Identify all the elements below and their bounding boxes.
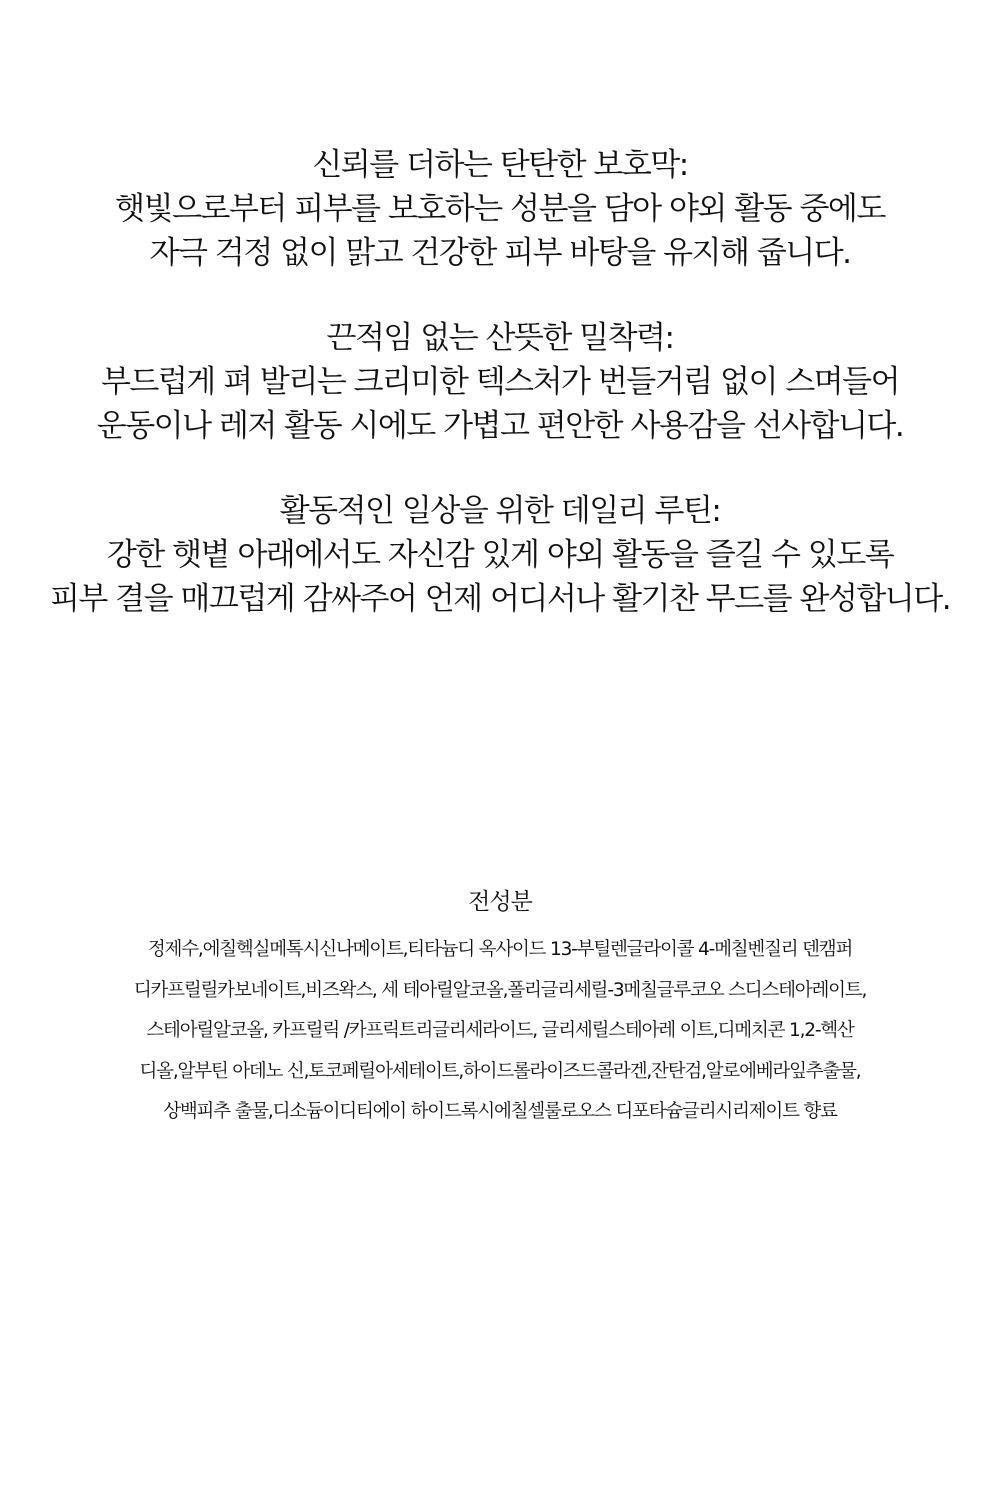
ingredients-section (0, 882, 1000, 1133)
feature-description-line: 강한 햇볕 아래에서도 자신감 있게 야외 활동을 즐길 수 있도록 (106, 537, 894, 573)
feature-title: 활동적인 일상을 위한 데일리 루틴: (279, 493, 721, 529)
feature-description-line: 햇빛으로부터 피부를 보호하는 성분을 담아 야외 활동 중에도 (115, 191, 885, 227)
feature-title: 신뢰를 더하는 탄탄한 보호막: (312, 147, 688, 183)
feature-daily-routine (0, 489, 1000, 621)
feature-section (0, 143, 1000, 662)
feature-description-line: 자극 걱정 없이 맑고 건강한 피부 바탕을 유지해 줍니다. (149, 235, 851, 271)
ingredients-line: 스테아릴알코올, 카프릴릭 /카프릭트리글리세라이드, 글리세릴스테아레 이트,디메치콘 1,2-헥산 (146, 1020, 854, 1041)
feature-description-line: 운동이나 레저 활동 시에도 가볍고 편안한 사용감을 선사합니다. (96, 408, 904, 444)
feature-texture (0, 316, 1000, 448)
feature-title: 끈적임 없는 산뜻한 밀착력: (326, 320, 674, 356)
feature-description-line: 피부 결을 매끄럽게 감싸주어 언제 어디서나 활기찬 무드를 완성합니다. (49, 581, 951, 617)
ingredients-title: 전성분 (468, 889, 532, 915)
ingredients-line: 정제수,에칠헥실메톡시신나메이트,티타늄디 옥사이드 13-부틸렌글라이콜 4-메칠벤질리 덴캠퍼 (147, 939, 853, 960)
ingredients-line: 디올,알부틴 아데노 신,토코페릴아세테이트,하이드롤라이즈드콜라겐,잔탄검,알로에베라잎추출물, (139, 1060, 861, 1082)
feature-protection (0, 143, 1000, 275)
ingredients-line: 상백피추 출물,디소듐이디티에이 하이드록시에칠셀룰로오스 디포타슘글리시리제이트 향료 (163, 1101, 837, 1122)
feature-description-line: 부드럽게 펴 발리는 크리미한 텍스처가 번들거림 없이 스며들어 (100, 364, 900, 400)
ingredients-line: 디카프릴릴카보네이트,비즈왁스, 세 테아릴알코올,폴리글리세릴-3메칠글루코오 스디스테아레이트, (133, 979, 867, 1001)
